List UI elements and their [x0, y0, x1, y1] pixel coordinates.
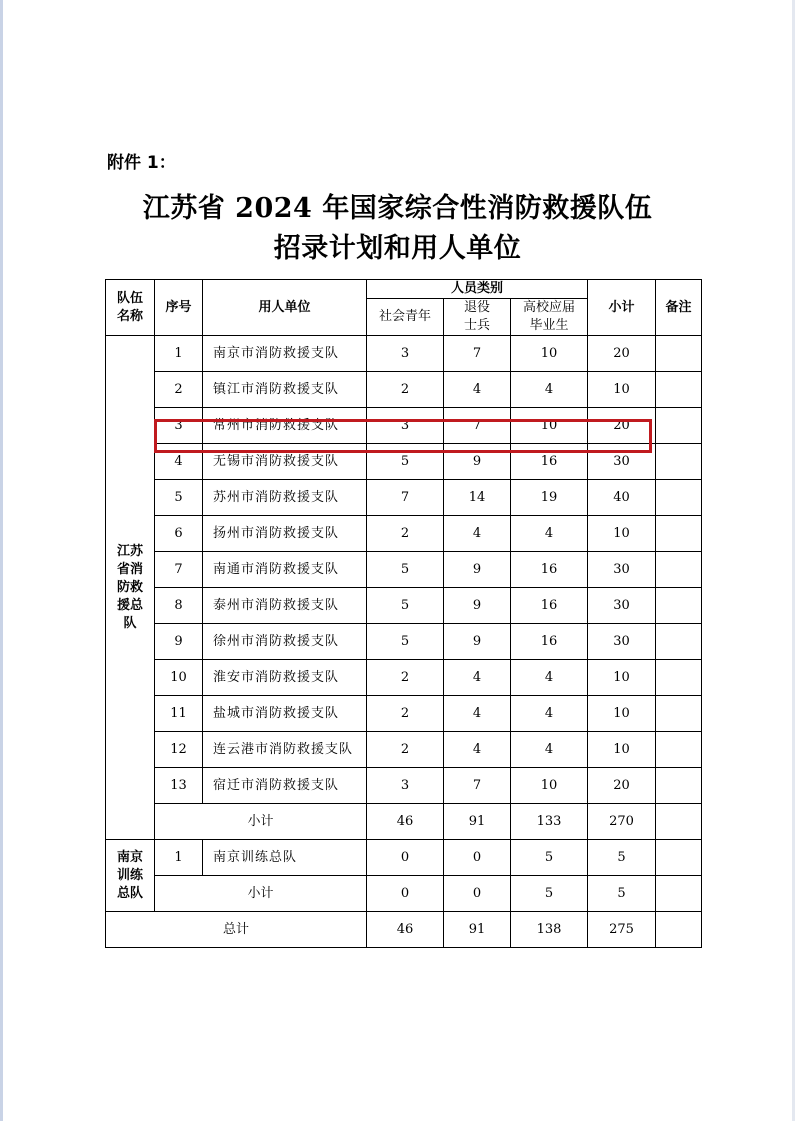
remarks-cell	[656, 912, 702, 948]
header-category: 人员类别	[367, 280, 588, 299]
header-veterans: 退役 士兵	[444, 299, 511, 336]
table-row	[106, 840, 702, 876]
seq-cell: 2	[155, 372, 203, 408]
table-row	[106, 552, 702, 588]
social-youth-cell: 5	[367, 588, 444, 624]
graduates-cell: 4	[511, 660, 588, 696]
subtotal-social-youth: 46	[367, 804, 444, 840]
subtotal-cell: 20	[588, 336, 656, 372]
veterans-cell: 9	[444, 588, 511, 624]
remarks-cell	[656, 876, 702, 912]
header-unit: 用人单位	[203, 280, 367, 336]
graduates-cell: 4	[511, 696, 588, 732]
table-row	[106, 660, 702, 696]
unit-cell: 盐城市消防救援支队	[203, 696, 367, 732]
remarks-cell	[656, 588, 702, 624]
veterans-cell: 4	[444, 696, 511, 732]
remarks-cell	[656, 336, 702, 372]
seq-cell: 9	[155, 624, 203, 660]
table-row	[106, 696, 702, 732]
seq-cell: 8	[155, 588, 203, 624]
unit-cell: 南通市消防救援支队	[203, 552, 367, 588]
graduates-cell: 4	[511, 372, 588, 408]
header-remarks: 备注	[656, 280, 702, 336]
seq-cell: 13	[155, 768, 203, 804]
seq-cell: 5	[155, 480, 203, 516]
table-row	[106, 480, 702, 516]
graduates-cell: 10	[511, 768, 588, 804]
table-row	[106, 624, 702, 660]
total-social-youth: 46	[367, 912, 444, 948]
remarks-cell	[656, 696, 702, 732]
subtotal-veterans: 0	[444, 876, 511, 912]
unit-cell: 无锡市消防救援支队	[203, 444, 367, 480]
table-row	[106, 372, 702, 408]
subtotal-cell: 20	[588, 768, 656, 804]
subtotal-cell: 30	[588, 588, 656, 624]
unit-cell: 镇江市消防救援支队	[203, 372, 367, 408]
graduates-cell: 10	[511, 336, 588, 372]
unit-cell: 淮安市消防救援支队	[203, 660, 367, 696]
graduates-cell: 16	[511, 552, 588, 588]
remarks-cell	[656, 624, 702, 660]
veterans-cell: 7	[444, 336, 511, 372]
social-youth-cell: 5	[367, 444, 444, 480]
veterans-cell: 7	[444, 768, 511, 804]
social-youth-cell: 2	[367, 372, 444, 408]
veterans-cell: 0	[444, 840, 511, 876]
subtotal-total: 270	[588, 804, 656, 840]
subtotal-label: 小计	[155, 876, 367, 912]
team-name-cell: 江苏 省消 防救 援总 队	[106, 336, 155, 840]
header-subtotal: 小计	[588, 280, 656, 336]
remarks-cell	[656, 480, 702, 516]
remarks-cell	[656, 408, 702, 444]
social-youth-cell: 0	[367, 840, 444, 876]
social-youth-cell: 7	[367, 480, 444, 516]
unit-cell: 泰州市消防救援支队	[203, 588, 367, 624]
remarks-cell	[656, 804, 702, 840]
header-team-name: 队伍 名称	[106, 280, 155, 336]
seq-cell: 1	[155, 336, 203, 372]
total-graduates: 138	[511, 912, 588, 948]
social-youth-cell: 2	[367, 696, 444, 732]
unit-cell: 南京训练总队	[203, 840, 367, 876]
subtotal-cell: 10	[588, 660, 656, 696]
unit-cell: 连云港市消防救援支队	[203, 732, 367, 768]
veterans-cell: 9	[444, 624, 511, 660]
total-label: 总计	[106, 912, 367, 948]
subtotal-row	[106, 876, 702, 912]
graduates-cell: 4	[511, 516, 588, 552]
social-youth-cell: 3	[367, 768, 444, 804]
header-row-1	[106, 280, 702, 299]
remarks-cell	[656, 372, 702, 408]
table-row	[106, 768, 702, 804]
veterans-cell: 4	[444, 732, 511, 768]
header-seq: 序号	[155, 280, 203, 336]
veterans-cell: 4	[444, 660, 511, 696]
social-youth-cell: 3	[367, 336, 444, 372]
social-youth-cell: 2	[367, 660, 444, 696]
remarks-cell	[656, 732, 702, 768]
page-edge-left	[0, 0, 3, 1121]
unit-cell: 宿迁市消防救援支队	[203, 768, 367, 804]
graduates-cell: 5	[511, 840, 588, 876]
social-youth-cell: 2	[367, 732, 444, 768]
subtotal-cell: 5	[588, 840, 656, 876]
seq-cell: 11	[155, 696, 203, 732]
veterans-cell: 14	[444, 480, 511, 516]
seq-cell: 7	[155, 552, 203, 588]
subtotal-graduates: 133	[511, 804, 588, 840]
graduates-cell: 16	[511, 444, 588, 480]
unit-cell: 南京市消防救援支队	[203, 336, 367, 372]
subtotal-row	[106, 804, 702, 840]
seq-cell: 3	[155, 408, 203, 444]
team-name-cell: 南京 训练 总队	[106, 840, 155, 912]
seq-cell: 10	[155, 660, 203, 696]
graduates-cell: 4	[511, 732, 588, 768]
subtotal-label: 小计	[155, 804, 367, 840]
table-row	[106, 444, 702, 480]
table-row	[106, 336, 702, 372]
subtotal-social-youth: 0	[367, 876, 444, 912]
veterans-cell: 4	[444, 516, 511, 552]
subtotal-total: 5	[588, 876, 656, 912]
page-title-line1: 江苏省 2024 年国家综合性消防救援队伍	[142, 193, 653, 224]
seq-cell: 4	[155, 444, 203, 480]
subtotal-cell: 30	[588, 444, 656, 480]
recruitment-plan-table	[105, 279, 702, 948]
social-youth-cell: 3	[367, 408, 444, 444]
graduates-cell: 16	[511, 588, 588, 624]
social-youth-cell: 5	[367, 624, 444, 660]
graduates-cell: 19	[511, 480, 588, 516]
total-row	[106, 912, 702, 948]
remarks-cell	[656, 444, 702, 480]
table-row	[106, 408, 702, 444]
table-row	[106, 516, 702, 552]
subtotal-cell: 20	[588, 408, 656, 444]
veterans-cell: 4	[444, 372, 511, 408]
graduates-cell: 10	[511, 408, 588, 444]
remarks-cell	[656, 840, 702, 876]
unit-cell: 扬州市消防救援支队	[203, 516, 367, 552]
social-youth-cell: 5	[367, 552, 444, 588]
remarks-cell	[656, 516, 702, 552]
remarks-cell	[656, 552, 702, 588]
seq-cell: 6	[155, 516, 203, 552]
total-total: 275	[588, 912, 656, 948]
subtotal-cell: 30	[588, 552, 656, 588]
remarks-cell	[656, 768, 702, 804]
veterans-cell: 9	[444, 444, 511, 480]
header-social-youth: 社会青年	[367, 299, 444, 336]
header-graduates: 高校应届 毕业生	[511, 299, 588, 336]
seq-cell: 12	[155, 732, 203, 768]
subtotal-cell: 10	[588, 372, 656, 408]
graduates-cell: 16	[511, 624, 588, 660]
subtotal-cell: 10	[588, 732, 656, 768]
unit-cell: 徐州市消防救援支队	[203, 624, 367, 660]
table-row	[106, 588, 702, 624]
subtotal-cell: 30	[588, 624, 656, 660]
attachment-label: 附件 1：	[107, 153, 176, 173]
veterans-cell: 9	[444, 552, 511, 588]
seq-cell: 1	[155, 840, 203, 876]
total-veterans: 91	[444, 912, 511, 948]
subtotal-cell: 10	[588, 516, 656, 552]
subtotal-cell: 40	[588, 480, 656, 516]
unit-cell: 常州市消防救援支队	[203, 408, 367, 444]
veterans-cell: 7	[444, 408, 511, 444]
social-youth-cell: 2	[367, 516, 444, 552]
subtotal-graduates: 5	[511, 876, 588, 912]
unit-cell: 苏州市消防救援支队	[203, 480, 367, 516]
table-row	[106, 732, 702, 768]
subtotal-cell: 10	[588, 696, 656, 732]
page-title-line2: 招录计划和用人单位	[273, 233, 522, 264]
subtotal-veterans: 91	[444, 804, 511, 840]
remarks-cell	[656, 660, 702, 696]
